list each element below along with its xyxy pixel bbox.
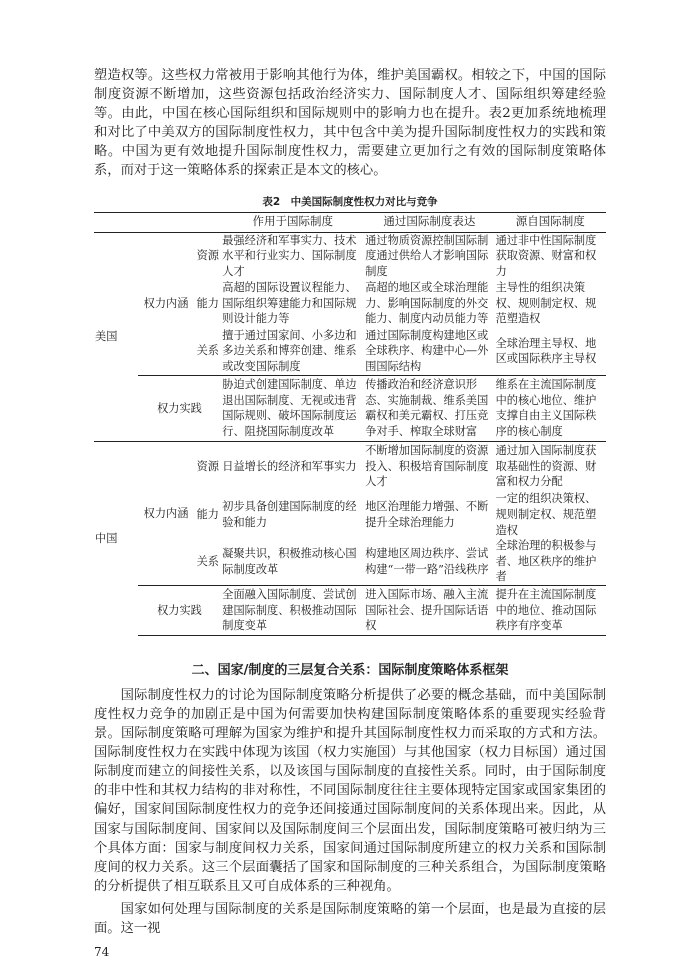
- table-cell: 不断增加国际制度的资源投入、积极培育国际制度人才: [364, 441, 494, 491]
- table-row: [94, 441, 606, 491]
- group-label: 权力实践: [138, 375, 222, 441]
- table-cell: 最强经济和军事实力、技术水平和行业实力、国际制度人才: [222, 233, 357, 278]
- table-cell: 高超的地区或全球治理能力、影响国际制度的外交能力、制度内动员能力等: [365, 280, 489, 326]
- table-cell: 主导性的组织决策权、规则制定权、规范塑造权: [495, 280, 597, 326]
- table-row: [94, 232, 606, 279]
- table-cell: 全面融入国际制度、尝试创建国际制度、积极推动国际制度变革: [221, 585, 364, 635]
- sub-label: 关系: [196, 344, 219, 358]
- comparison-table: [94, 212, 606, 636]
- page-number: 74: [94, 945, 110, 960]
- table-cell: 维系在主流国际制度中的核心地位、维护支撑自由主义国际秩序的核心制度: [495, 375, 606, 441]
- sub-label: 能力: [196, 296, 219, 310]
- table-header-row: [94, 212, 606, 232]
- table-row: [94, 375, 606, 441]
- country-label: 美国: [95, 329, 118, 343]
- table-cell: 通过加入国际制度获取基础性的资源、财富和权力分配: [495, 441, 606, 491]
- page-content: [94, 0, 606, 980]
- table-cell: 初步具备创建国际制度的经验和能力: [222, 500, 357, 529]
- table-caption: 表2 中美国际制度性权力对比与竞争: [262, 195, 438, 208]
- table-row: [94, 585, 606, 635]
- sub-label: 能力: [196, 507, 219, 521]
- table-cell: 一定的组织决策权、规则制定权、规范塑造权: [495, 492, 597, 537]
- body-paragraph: 国家如何处理与国际制度的关系是国际制度策略的第一个层面，也是最为直接的层面。这一视: [94, 901, 606, 937]
- group-label: 权力内涵: [138, 441, 195, 585]
- table-cell: 擅于通过国家间、小多边和多边关系和博弈创建、维系或改变国际制度: [222, 328, 357, 373]
- body-paragraph: 塑造权等。这些权力常被用于影响其他行为体，维护美国霸权。相较之下，中国的国际制度资源不断增加，这些资源包括政治经济实力、国际制度人才、国际组织筹建经验等。由此，中国在核心国际组织和国际规则中的影响力也在提升。表2更加系统地梳理和对比了中美双方的国际制度性权力，其中包含中美为提升国际制度性权力的实践和策略。中国为更有效地提升国际制度性权力，需要建立更加行之有效的国际制度策略体系，而对于这一策略体系的探索正是本文的核心。: [94, 68, 606, 179]
- column-header: 源自国际制度: [495, 212, 606, 232]
- table-cell: 日益增长的经济和军事实力: [221, 441, 364, 491]
- table-cell: 凝聚共识，积极推动核心国际制度改革: [222, 546, 357, 576]
- country-label: 中国: [94, 441, 138, 635]
- table-cell: 全球治理主导权、地区或国际秩序主导权: [495, 336, 597, 366]
- sub-label: 资源: [194, 441, 221, 491]
- body-paragraph: 国际制度性权力的讨论为国际制度策略分析提供了必要的概念基础，而中美国际制度性权力竞争的加剧正是中国为何需要加快构建国际制度策略体系的重要现实经验背景。国际制度策略可理解为国家为维护和提升其国际制度性权力而采取的方式和方法。国际制度性权力在实践中体现为该国（权力实施国）与其他国家（权力目标国）通过国际制度而建立的间接性关系，以及该国与国际制度的直接性关系。同时，由于国际制度的非中性和其权力结构的非对称性，不同国际制度往往主要体现特定国家或国家集团的偏好，国家间国际制度性权力的竞争还间接通过国际制度间的关系体现出来。因此，从国家与国际制度间、国家间以及国际制度间三个层面出发，国际制度策略可被归纳为三个具体方面：国家与制度间权力关系，国家间通过国际制度所建立的权力关系和国际制度间的权力关系。这三个层面囊括了国家和国际制度的三种关系组合，为国际制度策略的分析提供了相互联系且又可自成体系的三种视角。: [94, 687, 606, 894]
- table-cell: 胁迫式创建国际制度、单边退出国际制度、无视或违背国际规则、破坏国际制度运行、阻挠国际制度改革: [221, 375, 364, 441]
- table-cell: 通过国际制度构建地区或全球秩序、构建中心—外围国际结构: [365, 328, 489, 373]
- table-cell: 高超的国际设置议程能力、国际组织筹建能力和国际规则设计能力等: [222, 280, 357, 326]
- section-heading: 二、国家/制度的三层复合关系：国际制度策略体系框架: [191, 662, 509, 678]
- group-label: 权力内涵: [143, 296, 189, 310]
- table-cell: 通过非中性国际制度获取资源、财富和权力: [495, 233, 597, 278]
- column-header: 作用于国际制度: [221, 212, 364, 232]
- table-cell: 传播政治和经济意识形态、实施制裁、维系美国霸权和美元霸权、打压竞争对手、榨取全球财富: [364, 375, 494, 441]
- table-cell: 构建地区周边秩序、尝试构建“一带一路”沿线秩序: [365, 546, 489, 576]
- table-cell: 通过物质资源控制国际制度通过供给人才影响国际制度: [365, 233, 489, 278]
- table-cell: 全球治理的积极参与者、地区秩序的维护者: [495, 539, 597, 584]
- sub-label: 资源: [196, 249, 219, 263]
- column-header: 通过国际制度表达: [364, 212, 494, 232]
- sub-label: 关系: [196, 554, 219, 568]
- group-label: 权力实践: [138, 585, 222, 635]
- table-cell: 进入国际市场、融入主流国际社会、提升国际话语权: [364, 585, 494, 635]
- table-cell: 提升在主流国际制度中的地位、推动国际秩序有序变革: [495, 585, 606, 635]
- table-cell: 地区治理能力增强、不断提升全球治理能力: [365, 500, 489, 529]
